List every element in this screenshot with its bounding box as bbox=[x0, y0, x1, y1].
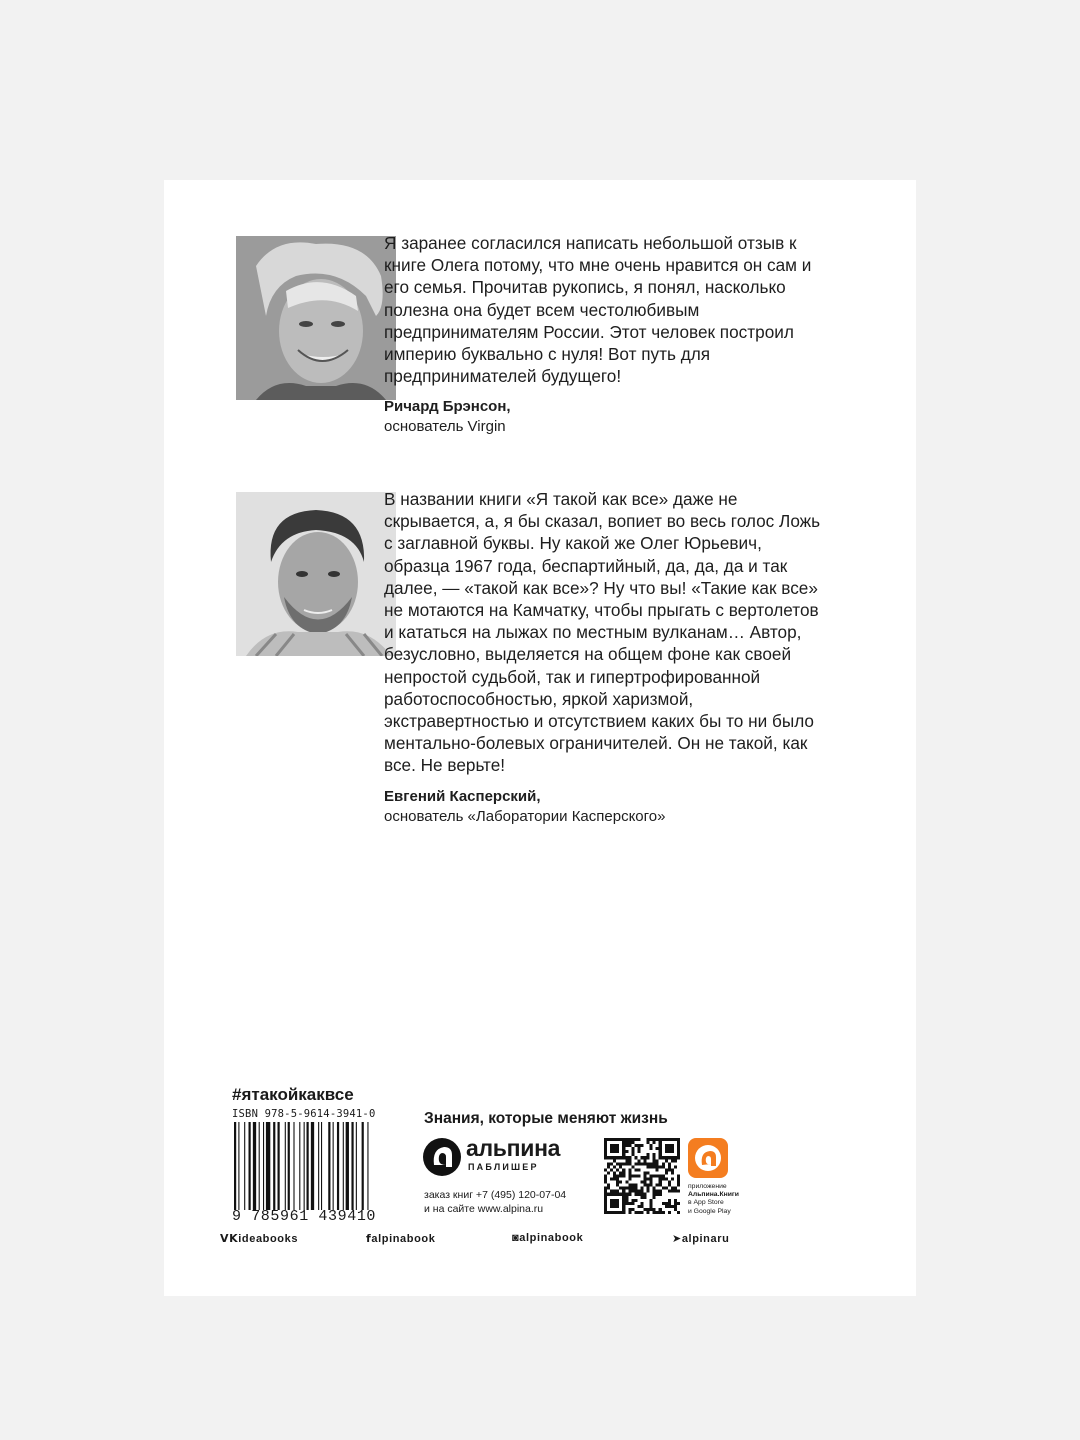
quote-text: В названии книги «Я такой как все» даже не скрывается, а, я бы сказал, вопиет во весь голос Ложь с заглавной буквы. Ну какой же Олег Юрьевич, образца 1967 года, беспартийный, да, да, да и так далее, — «такой как все»? Ну что вы! «Такие как все» не мотаются на Камчатку, чтобы прыгать с вертолетов и кататься на лыжах по местным вулканам… Автор, безусловно, выделяется на общем фоне как своей непростой судьбой, так и гипертрофированной работоспособностью, яркой харизмой, экстравертностью и отсутствием каких бы то ни было ментально-болевых ограничителей. Он не такой, как все. Не верьте! bbox=[384, 489, 821, 776]
instagram-icon: ◙ bbox=[512, 1232, 520, 1244]
quote-author-role: основатель Virgin bbox=[384, 418, 506, 436]
quote-text: Я заранее согласился написать небольшой отзыв к книге Олега потому, что мне очень нравится он сам и его семья. Прочитав рукопись, я понял, насколько полезна она будет всем честолюбивым предпринимателям России. Этот человек построил империю буквально с нуля! Вот путь для предпринимателей будущего! bbox=[384, 233, 812, 387]
quote-kaspersky bbox=[384, 488, 824, 827]
social-instagram[interactable]: ◙alpinabook bbox=[512, 1232, 584, 1244]
social-telegram[interactable]: ➤alpinaru bbox=[672, 1233, 730, 1245]
social-links bbox=[220, 1232, 740, 1248]
isbn-label: ISBN 978-5-9614-3941-0 bbox=[232, 1108, 376, 1120]
barcode-block bbox=[232, 1108, 404, 1225]
book-back-cover bbox=[164, 180, 916, 1296]
order-phone: заказ книг +7 (495) 120-07-04 bbox=[424, 1189, 567, 1201]
author-photo-kaspersky bbox=[236, 492, 396, 656]
hashtag: #ятакойкаквсе bbox=[232, 1085, 354, 1104]
vk-icon: 𝗩𝗞 bbox=[220, 1233, 239, 1245]
barcode-digits: 9 785961 439410 bbox=[232, 1208, 377, 1225]
qr-code-icon bbox=[604, 1138, 680, 1214]
author-photo-branson bbox=[236, 236, 396, 400]
app-store-info bbox=[688, 1183, 758, 1216]
quote-author-role: основатель «Лаборатории Касперского» bbox=[384, 807, 666, 825]
publisher-name: альпина bbox=[466, 1135, 561, 1161]
app-line: в App Store bbox=[688, 1199, 724, 1207]
order-info bbox=[424, 1188, 566, 1216]
order-website: и на сайте www.alpina.ru bbox=[424, 1203, 544, 1215]
social-facebook[interactable]: 𝗳alpinabook bbox=[366, 1233, 436, 1245]
app-line: и Google Play bbox=[688, 1207, 731, 1215]
publisher-logo bbox=[422, 1135, 572, 1179]
quote-author-name: Ричард Брэнсон, bbox=[384, 398, 511, 416]
publisher-tagline: Знания, которые меняют жизнь bbox=[424, 1110, 668, 1127]
app-line: приложение bbox=[688, 1183, 727, 1190]
alpina-logo-icon bbox=[422, 1137, 462, 1177]
telegram-icon: ➤ bbox=[672, 1233, 682, 1245]
facebook-icon: 𝗳 bbox=[366, 1233, 372, 1245]
alpina-app-icon bbox=[688, 1138, 728, 1178]
publisher-subtitle: ПАБЛИШЕР bbox=[468, 1162, 539, 1172]
quote-author-name: Евгений Касперский, bbox=[384, 787, 541, 805]
social-vk[interactable]: 𝗩𝗞ideabooks bbox=[220, 1233, 299, 1245]
barcode-icon bbox=[232, 1122, 404, 1210]
app-name: Альпина.Книги bbox=[688, 1191, 739, 1199]
quote-branson bbox=[384, 232, 824, 437]
